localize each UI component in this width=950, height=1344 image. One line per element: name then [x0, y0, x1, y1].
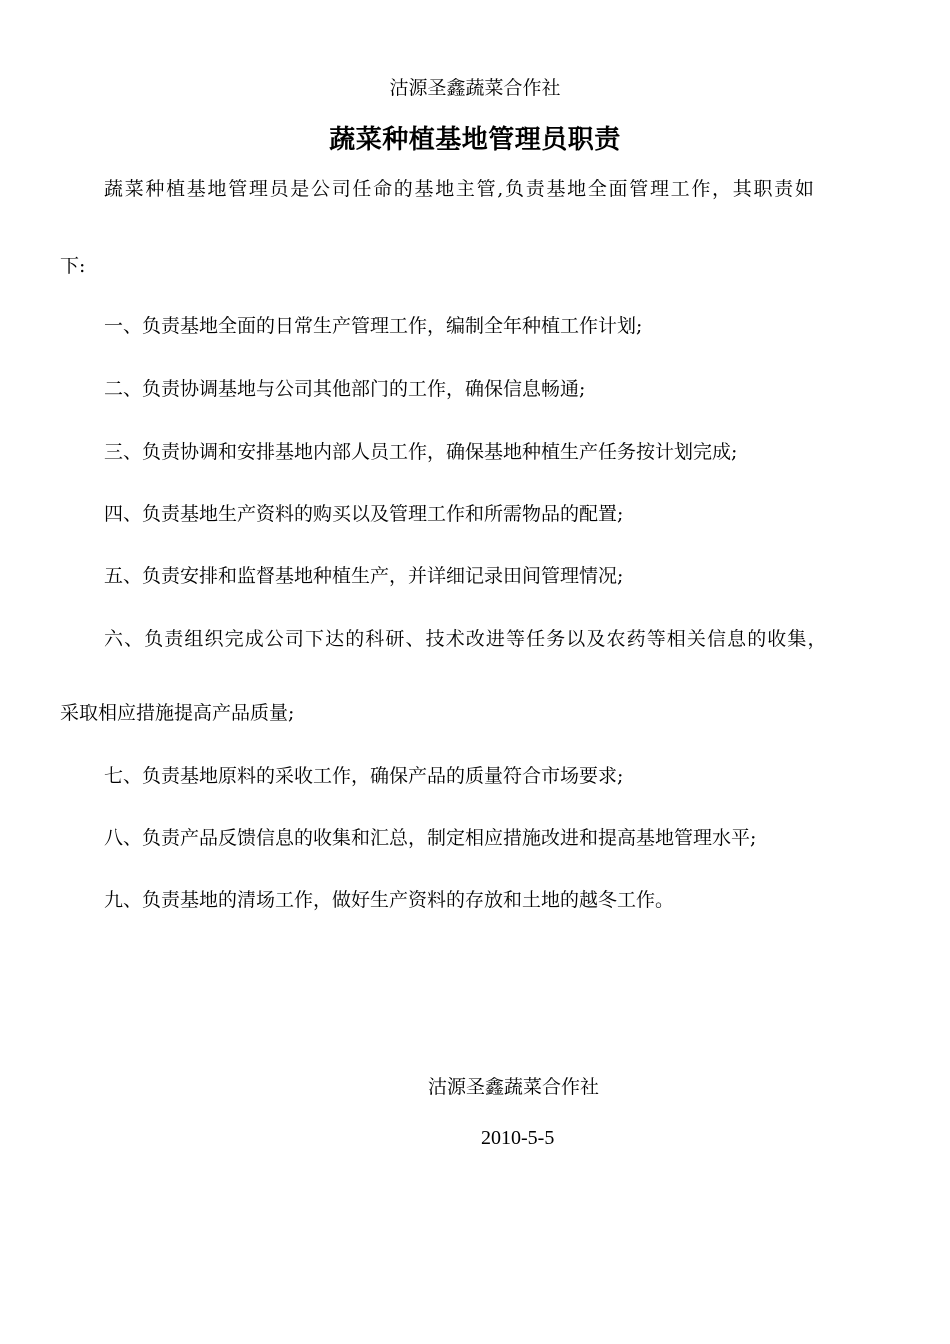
- duty-item-6-line-2: 采取相应措施提高产品质量;: [60, 702, 295, 724]
- signature-date: 2010-5-5: [481, 1127, 555, 1149]
- intro-paragraph-line-2: 下:: [60, 255, 86, 277]
- duty-item-6-line-1: 六、负责组织完成公司下达的科研、技术改进等任务以及农药等相关信息的收集，: [104, 628, 828, 650]
- document-title: 蔬菜种植基地管理员职责: [329, 125, 621, 155]
- duty-item-2: 二、负责协调基地与公司其他部门的工作，确保信息畅通;: [104, 378, 586, 400]
- duty-item-4: 四、负责基地生产资料的购买以及管理工作和所需物品的配置;: [104, 503, 624, 525]
- duty-item-7: 七、负责基地原料的采收工作，确保产品的质量符合市场要求;: [104, 765, 624, 787]
- duty-item-1: 一、负责基地全面的日常生产管理工作，编制全年种植工作计划;: [104, 315, 643, 337]
- intro-paragraph-line-1: 蔬菜种植基地管理员是公司任命的基地主管,负责基地全面管理工作，其职责如: [104, 178, 816, 200]
- duty-item-5: 五、负责安排和监督基地种植生产，并详细记录田间管理情况;: [104, 565, 624, 587]
- duty-item-3: 三、负责协调和安排基地内部人员工作，确保基地种植生产任务按计划完成;: [104, 441, 738, 463]
- duty-item-9: 九、负责基地的清场工作，做好生产资料的存放和土地的越冬工作。: [104, 889, 675, 911]
- signature-organization: 沽源圣鑫蔬菜合作社: [428, 1076, 600, 1098]
- duty-item-8: 八、负责产品反馈信息的收集和汇总，制定相应措施改进和提高基地管理水平;: [104, 827, 757, 849]
- organization-header: 沽源圣鑫蔬菜合作社: [389, 77, 561, 99]
